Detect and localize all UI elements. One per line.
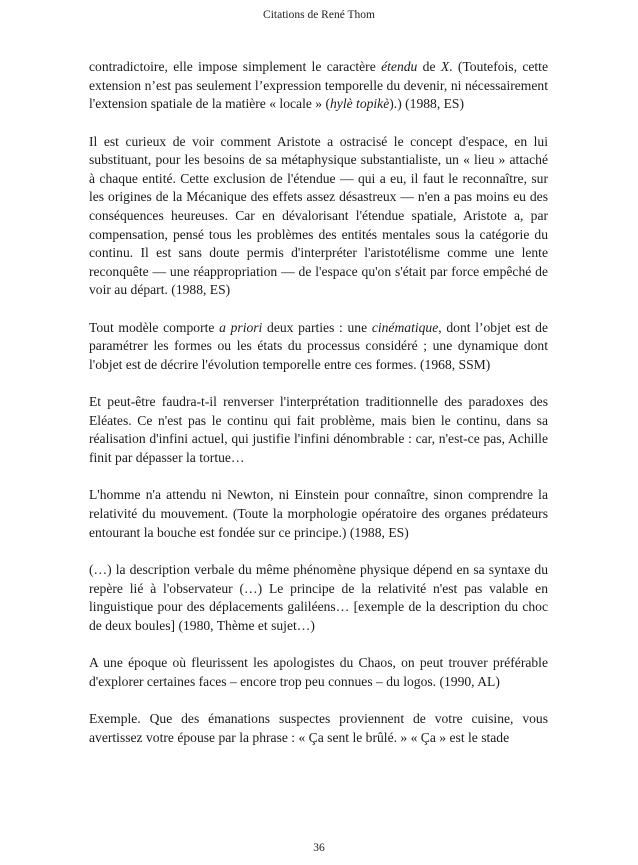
- text-run: Et peut-être faudra-t-il renverser l'interprétation traditionnelle des paradoxes des Eléates. Ce n'est pas le continu qui fait problème, mais bien le continu, dans sa réalisation d'infini actuel, qui justifie l'infini dénombrable : car, n'est-ce pas, Achille finit par dépasser la tortue…: [89, 394, 548, 466]
- text-run: Exemple. Que des émanations suspectes proviennent de votre cuisine, vous avertissez votre épouse par la phrase : « Ça sent le brûlé. » « Ça » est le stade: [89, 711, 548, 745]
- paragraph: [89, 319, 548, 375]
- text-run: . (Toutefois, cette extension n’est pas seulement l’expression temporelle du devenir, ni nécessairement l'extension spatiale de la matière « locale » (: [89, 59, 548, 112]
- italic-text: hylè topikè: [330, 96, 390, 112]
- text-run: , dont l’objet est de paramétrer les formes ou les états du processus considéré ; une dynamique dont l'objet est de décrire l'évolution temporelle entre ces formes. (1968, SSM): [89, 319, 548, 372]
- text-run: (…) la description verbale du même phénomène physique dépend en sa syntaxe du repère lié à l'observateur (…) Le principe de la relativité n'est pas valable en linguistique pour des déplacements galiléens… [exemple de la description du choc de deux boules] (1980, Thème et sujet…): [89, 562, 548, 633]
- italic-text: cinématique: [371, 319, 439, 335]
- paragraph: [89, 486, 548, 542]
- text-run: ).) (1988, ES): [389, 96, 465, 112]
- text-run: Tout modèle comporte: [89, 319, 220, 335]
- running-header: Citations de René Thom: [263, 9, 375, 21]
- text-run: deux parties : une: [262, 319, 372, 335]
- text-run: L'homme n'a attendu ni Newton, ni Einstein pour connaître, sinon comprendre la relativité du mouvement. (Toute la morphologie opératoire des organes prédateurs entourant la bouche est fondée sur ce principe.) (1988, ES): [89, 487, 548, 540]
- paragraph: [89, 133, 548, 300]
- italic-text: X: [440, 59, 450, 74]
- text-run: A une époque où fleurissent les apologistes du Chaos, on peut trouver préférable d'explorer certaines faces – encore trop peu connues – du logos. (1990, AL): [89, 655, 548, 689]
- italic-text: étendu: [381, 59, 418, 74]
- paragraph: [89, 561, 548, 635]
- text-run: Il est curieux de voir comment Aristote a ostracisé le concept d'espace, en lui substituant, pour les besoins de sa métaphysique substantialiste, un « lieu » attaché à chaque entité. Cette exclusion de l'étendue — qui a eu, il faut le reconnaître, sur les origines de la Mécanique des effets assez désastreux — n'en a pas moins eu des conséquences heureuses. Car en dévalorisant l'étendue spatiale, Aristote a, par compensation, pensé tous les problèmes des entités mentales sous la catégorie du continu. Il est sans doute permis d'interpréter l'aristotélisme comme une lente reconquête — une réappropriation — de l'espace qu'on s'était par force empêché de voir au départ. (1988, ES): [89, 133, 548, 298]
- paragraph: [89, 710, 548, 747]
- text-run: de: [417, 59, 441, 74]
- page-body: [89, 58, 548, 766]
- paragraph: [89, 58, 548, 114]
- paragraph: [89, 393, 548, 467]
- italic-text: a priori: [219, 319, 263, 335]
- paragraph: [89, 654, 548, 691]
- text-run: contradictoire, elle impose simplement le caractère: [89, 59, 382, 74]
- page-number: 36: [313, 842, 325, 854]
